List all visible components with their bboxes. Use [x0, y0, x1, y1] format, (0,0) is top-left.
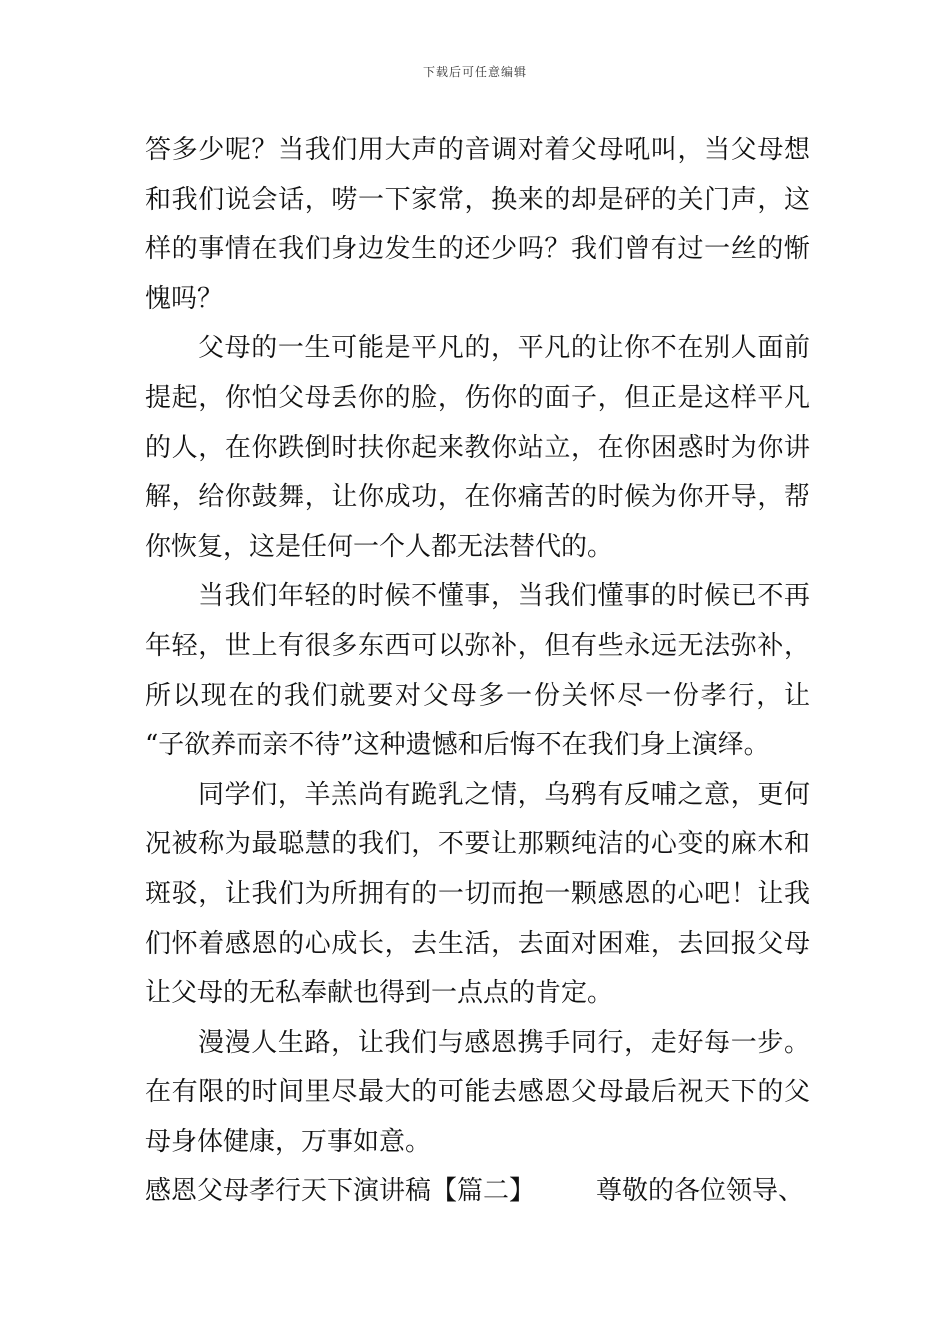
- paragraph-5: [145, 1019, 810, 1168]
- section-heading-line: [145, 1167, 810, 1217]
- text-line: 愧吗？: [145, 283, 224, 314]
- paragraph-1: [145, 126, 810, 324]
- page-header: 下载后可任意编辑: [422, 65, 527, 79]
- text-line: 和我们说会话，唠一下家常，换来的却是砰的关门声，这: [145, 184, 810, 215]
- text-line: 漫漫人生路，让我们与感恩携手同行，走好每一步。: [198, 1027, 810, 1058]
- text-line: 斑驳，让我们为所拥有的一切而抱一颗感恩的心吧！让我: [145, 878, 810, 909]
- text-line: 父母的一生可能是平凡的，平凡的让你不在别人面前: [198, 333, 810, 364]
- text-line: 况被称为最聪慧的我们，不要让那颗纯洁的心变的麻木和: [145, 829, 810, 860]
- text-line: “子欲养而亲不待”这种遗憾和后悔不在我们身上演绎。: [145, 730, 770, 761]
- section-title: 感恩父母孝行天下演讲稿【篇二】: [145, 1176, 536, 1207]
- paragraph-4: [145, 771, 810, 1019]
- text-line: 样的事情在我们身边发生的还少吗？我们曾有过一丝的惭: [145, 234, 810, 265]
- text-line: 同学们，羊羔尚有跪乳之情，乌鸦有反哺之意，更何: [198, 779, 810, 810]
- text-line: 解，给你鼓舞，让你成功，在你痛苦的时候为你开导，帮: [145, 482, 810, 513]
- text-line: 当我们年轻的时候不懂事，当我们懂事的时候已不再: [198, 581, 810, 612]
- text-line: 们怀着感恩的心成长，去生活，去面对困难，去回报父母: [145, 928, 810, 959]
- document-body: [145, 126, 810, 1217]
- text-line: 所以现在的我们就要对父母多一份关怀尽一份孝行，让: [145, 680, 810, 711]
- text-line: 在有限的时间里尽最大的可能去感恩父母最后祝天下的父: [145, 1077, 810, 1108]
- text-line: 母身体健康，万事如意。: [145, 1126, 432, 1157]
- text-line: 提起，你怕父母丢你的脸，伤你的面子，但正是这样平凡: [145, 382, 810, 413]
- paragraph-3: [145, 572, 810, 770]
- paragraph-2: [145, 324, 810, 572]
- text-line: 的人，在你跌倒时扶你起来教你站立，在你困惑时为你讲: [145, 432, 810, 463]
- text-line: 年轻，世上有很多东西可以弥补，但有些永远无法弥补，: [145, 630, 810, 661]
- salutation-text: 尊敬的各位领导、: [596, 1176, 805, 1207]
- text-line: 让父母的无私奉献也得到一点点的肯定。: [145, 978, 614, 1009]
- text-line: 答多少呢？当我们用大声的音调对着父母吼叫，当父母想: [145, 135, 810, 165]
- text-line: 你恢复，这是任何一个人都无法替代的。: [145, 531, 614, 562]
